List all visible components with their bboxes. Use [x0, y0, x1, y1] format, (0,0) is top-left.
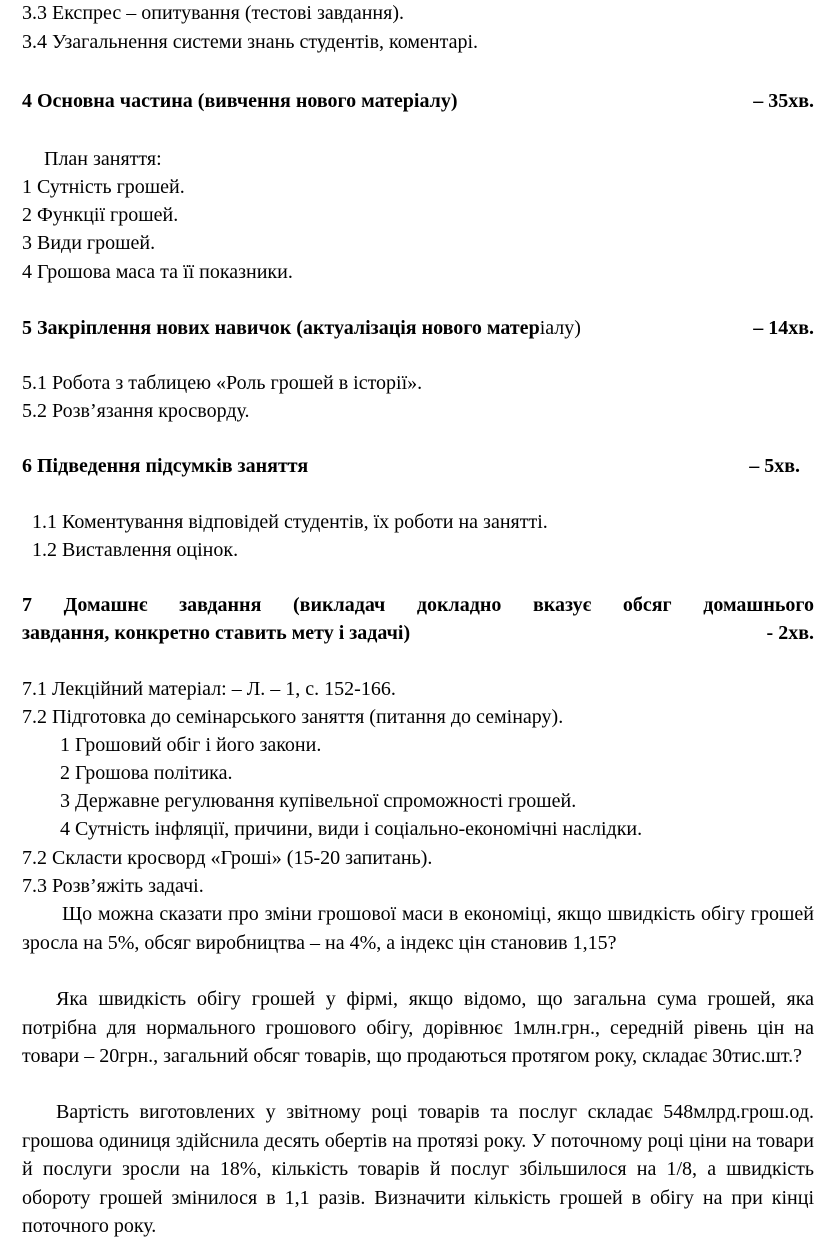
section-7-time: - 2хв.	[766, 622, 814, 644]
task-3: Вартість виготовлених у звітному році товарів та послуг складає 548млрд.грош.од. грошова одиниця здійснила десять обертів на протязі року. У поточному році ціни на товари й послуги зросли на 18%, кількість товарів й послуг збільшилося на 1/8, а швидкість обороту грошей змінилося в 1,1 разів. Визначити кількість грошей в обігу на при кінці поточного року.	[22, 1101, 814, 1237]
section-7-heading	[22, 620, 814, 647]
plan-label: План заняття:	[44, 148, 162, 170]
section-7-title-line2: завдання, конкретно ставить мету і задачі)	[22, 622, 411, 644]
item-5-2: 5.2 Розв’язання кросворду.	[22, 400, 250, 422]
section-5-heading	[22, 315, 814, 342]
plan-item-1: 1 Сутність грошей.	[22, 176, 185, 198]
seminar-question-2: 2 Грошова політика.	[60, 762, 233, 784]
section-5-title	[22, 315, 581, 342]
plan-item-4: 4 Грошова маса та її показники.	[22, 261, 293, 283]
seminar-question-4: 4 Сутність інфляції, причини, види і соціально-економічні наслідки.	[60, 818, 643, 840]
task-1: Що можна сказати про зміни грошової маси в економіці, якщо швидкість обігу грошей зросла на 5%, обсяг виробництва – на 4%, а індекс цін становив 1,15?	[22, 903, 814, 954]
seminar-question-3: 3 Державне регулювання купівельної спроможності грошей.	[60, 790, 577, 812]
item-7-1: 7.1 Лекційний матеріал: – Л. – 1, с. 152-166.	[22, 678, 396, 700]
section-5-title-bold: 5 Закріплення нових навичок (актуалізація нового матер	[22, 317, 540, 339]
plan-item-3: 3 Види грошей.	[22, 232, 156, 254]
section-5-title-tail: іалу)	[539, 317, 581, 339]
item-7-2b: 7.2 Скласти кросворд «Гроші» (15-20 запитань).	[22, 847, 433, 869]
section-4-heading	[22, 88, 814, 115]
plan-item-2: 2 Функції грошей.	[22, 204, 179, 226]
section-4-title: 4 Основна частина (вивчення нового матеріалу)	[22, 90, 458, 112]
item-6-2: 1.2 Виставлення оцінок.	[32, 539, 239, 561]
item-5-1: 5.1 Робота з таблицею «Роль грошей в історії».	[22, 372, 423, 394]
section-7-title-line1: 7 Домашнє завдання (викладач докладно вказує обсяг домашнього	[22, 594, 814, 616]
seminar-question-1: 1 Грошовий обіг і його закони.	[60, 734, 322, 756]
item-7-3: 7.3 Розв’яжіть задачі.	[22, 875, 204, 897]
section-6-time: – 5хв.	[749, 455, 800, 477]
item-3-3: 3.3 Експрес – опитування (тестові завдання).	[22, 2, 404, 24]
task-2: Яка швидкість обігу грошей у фірмі, якщо відомо, що загальна сума грошей, яка потрібна для нормального грошового обігу, дорівнює 1млн.грн., середній рівень цін на товари – 20грн., загальний обсяг товарів, що продаються протягом року, складає 30тис.шт.?	[22, 988, 814, 1067]
section-6-heading	[22, 453, 814, 480]
item-6-1: 1.1 Коментування відповідей студентів, їх роботи на занятті.	[32, 511, 548, 533]
section-6-title: 6 Підведення підсумків заняття	[22, 455, 309, 477]
section-5-time: – 14хв.	[753, 317, 814, 339]
item-3-4: 3.4 Узагальнення системи знань студентів, коментарі.	[22, 31, 479, 53]
section-4-time: – 35хв.	[753, 90, 814, 112]
item-7-2: 7.2 Підготовка до семінарського заняття (питання до семінару).	[22, 706, 564, 728]
